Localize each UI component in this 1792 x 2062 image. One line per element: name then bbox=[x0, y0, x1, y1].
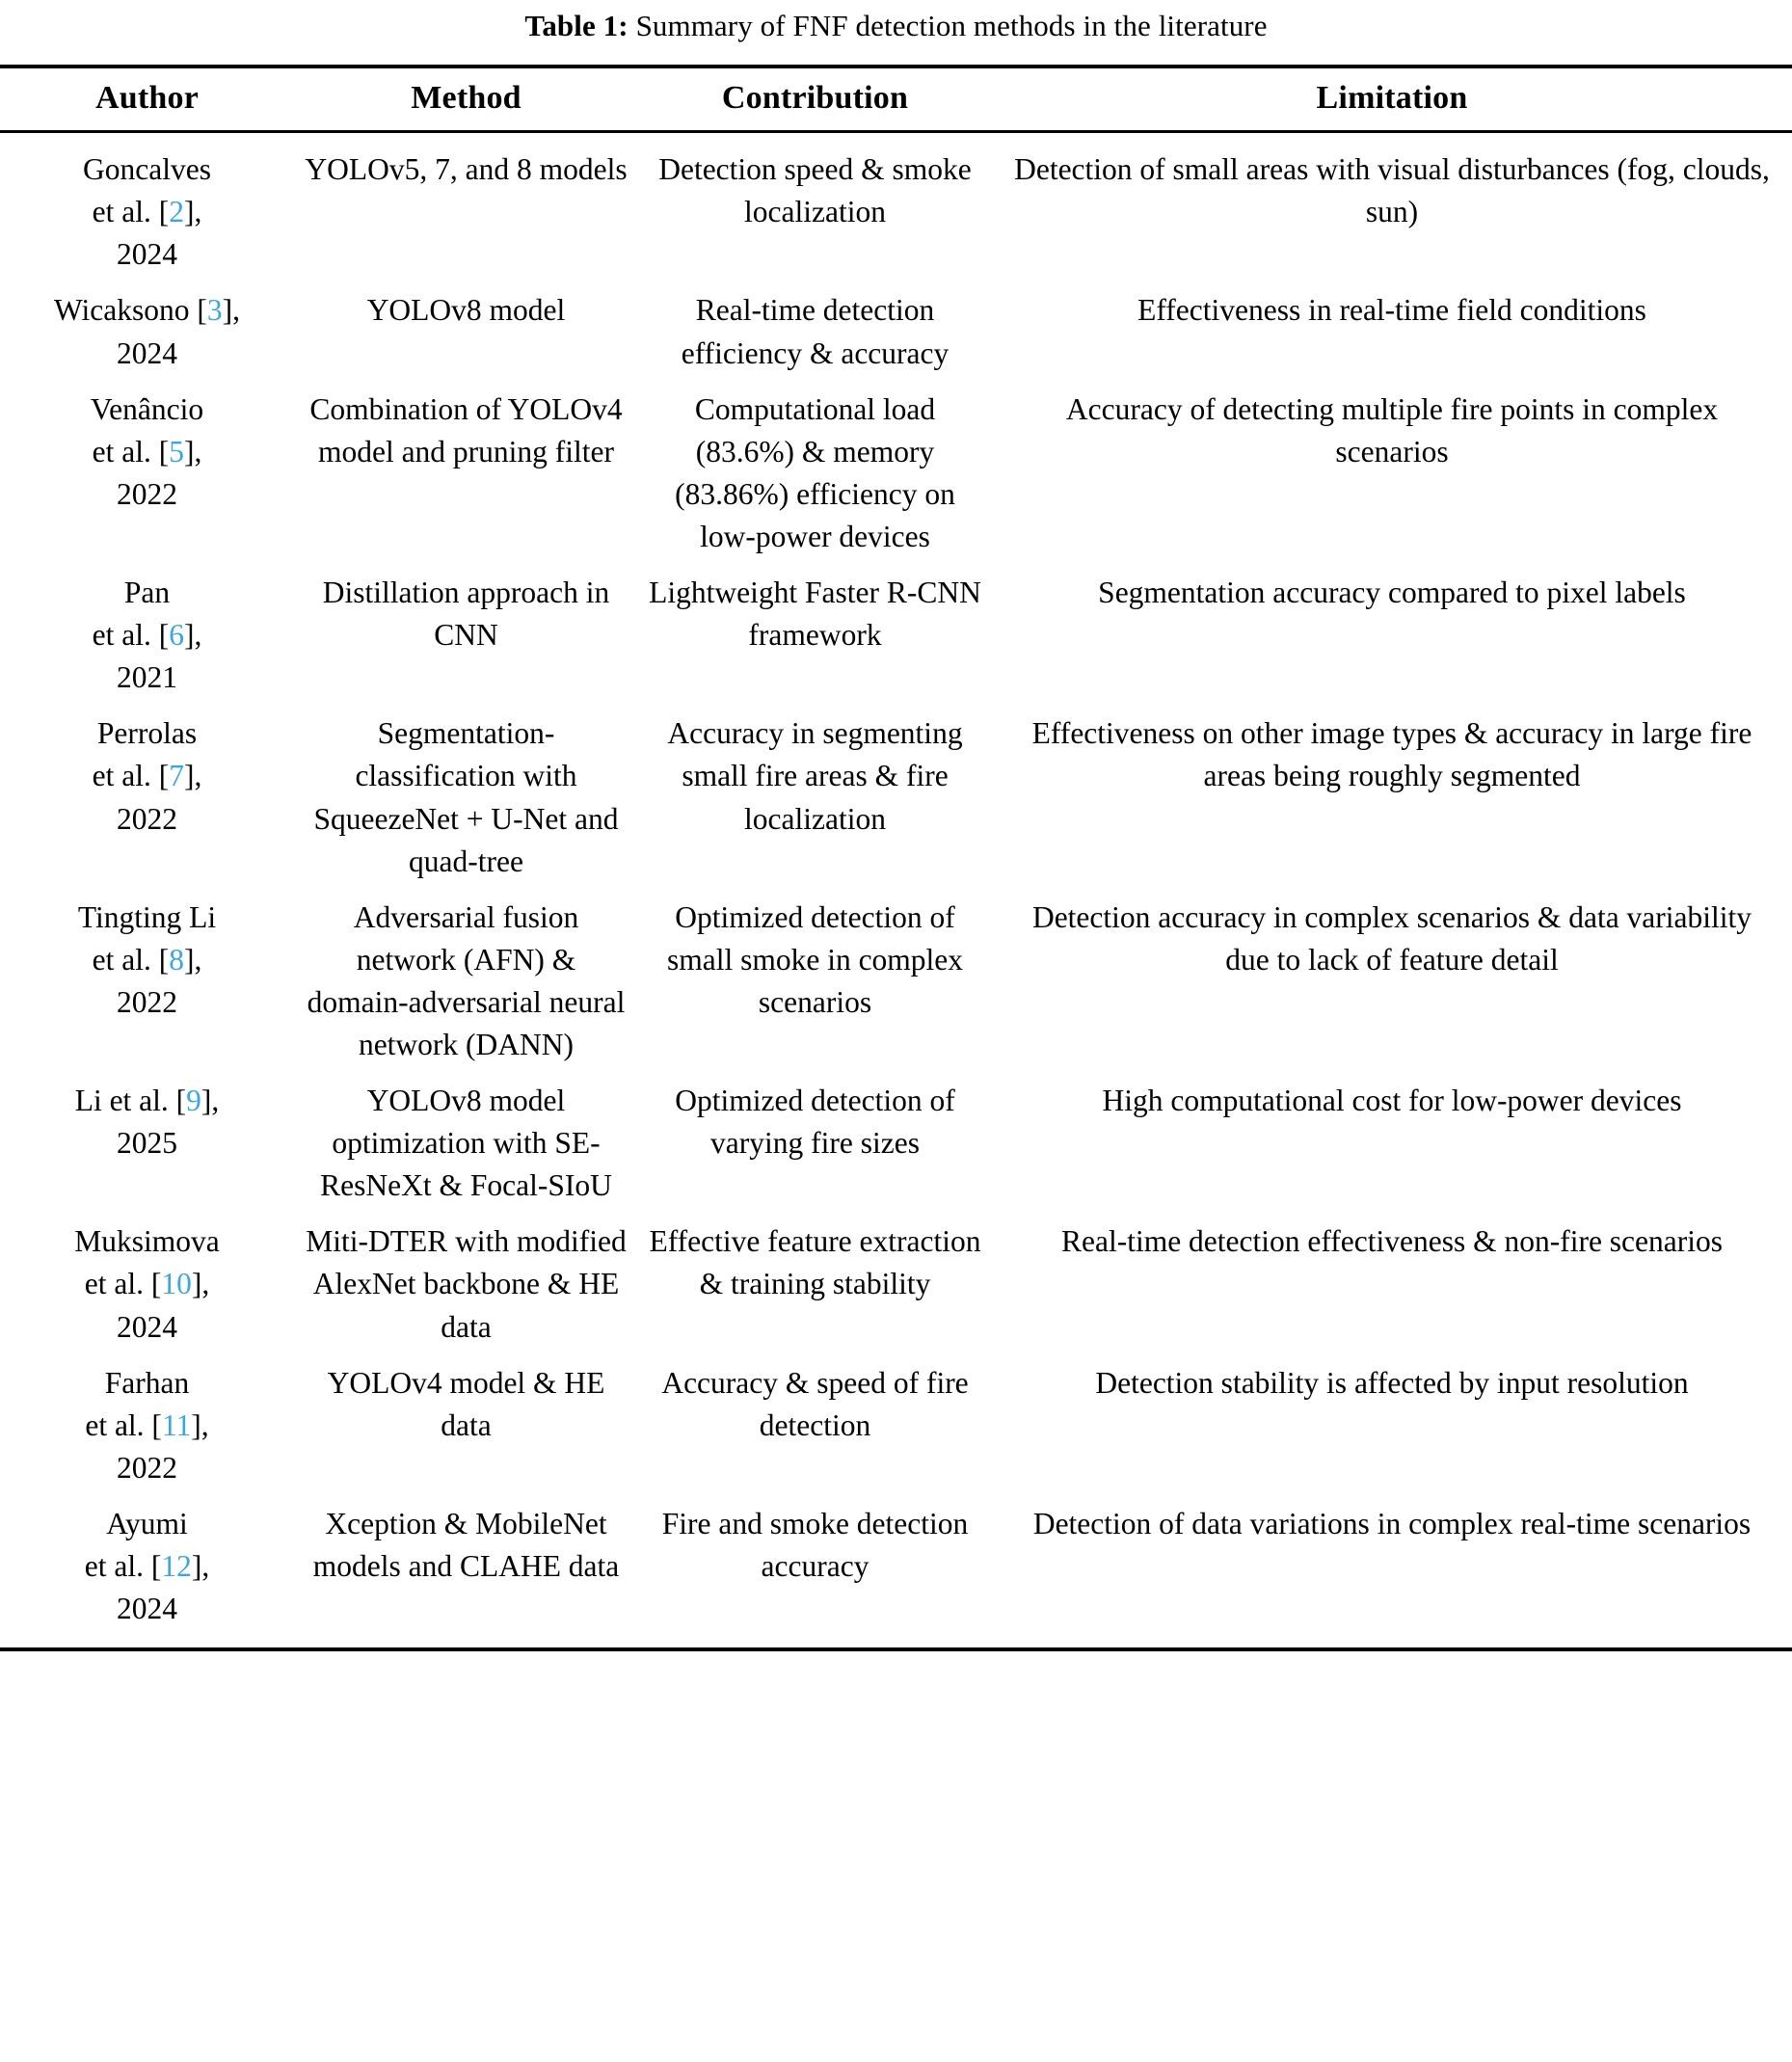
author-citation: et al. [7], bbox=[92, 759, 202, 793]
citation-number[interactable]: 9 bbox=[186, 1084, 201, 1118]
cell-method: YOLOv4 model & HE data bbox=[327, 1365, 605, 1442]
author-name: Venâncio bbox=[90, 391, 204, 426]
citation-number[interactable]: 3 bbox=[206, 293, 223, 328]
author-year: 2025 bbox=[117, 1126, 177, 1161]
citation-number[interactable]: 5 bbox=[169, 434, 184, 469]
cell-contribution: Optimized detection of small smoke in complex scenarios bbox=[666, 899, 964, 1019]
author-year: 2024 bbox=[117, 237, 177, 272]
author-name: Ayumi bbox=[106, 1506, 188, 1540]
table-caption-label: Table 1: bbox=[524, 9, 629, 42]
cell-author bbox=[0, 566, 294, 707]
cell-contribution: Lightweight Faster R-CNN framework bbox=[649, 576, 981, 653]
cell-method: YOLOv5, 7, and 8 models bbox=[305, 152, 628, 187]
cell-author bbox=[0, 891, 294, 1074]
citation-number[interactable]: 11 bbox=[161, 1407, 192, 1442]
table-row bbox=[0, 1215, 1792, 1355]
author-name: Perrolas bbox=[96, 716, 198, 751]
column-header-contribution: Contribution bbox=[638, 67, 992, 132]
table-row bbox=[0, 1497, 1792, 1649]
cell-contribution: Detection speed & smoke localization bbox=[658, 152, 972, 229]
cell-method: Combination of YOLOv4 model and pruning filter bbox=[309, 391, 623, 469]
cell-method: YOLOv8 model bbox=[366, 293, 566, 328]
cell-limitation: Accuracy of detecting multiple fire points in complex scenarios bbox=[1065, 391, 1719, 469]
author-year: 2024 bbox=[117, 1309, 177, 1344]
table-row bbox=[0, 132, 1792, 284]
cell-author bbox=[0, 1074, 294, 1215]
table-body bbox=[0, 132, 1792, 1650]
author-name: Tingting Li bbox=[77, 899, 217, 934]
cell-contribution: Computational load (83.6%) & memory (83.86%) efficiency on low-power devices bbox=[675, 391, 955, 553]
cell-author bbox=[0, 1356, 294, 1497]
table-row bbox=[0, 1356, 1792, 1497]
author-citation: et al. [8], bbox=[92, 942, 202, 977]
cell-author bbox=[0, 283, 294, 382]
author-year: 2024 bbox=[117, 1592, 177, 1626]
cell-limitation: Segmentation accuracy compared to pixel labels bbox=[1098, 576, 1686, 610]
author-citation: et al. [6], bbox=[92, 618, 202, 653]
cell-limitation: High computational cost for low-power devices bbox=[1102, 1084, 1682, 1118]
author-year: 2022 bbox=[117, 1450, 177, 1485]
cell-limitation: Effectiveness in real-time field conditions bbox=[1137, 293, 1646, 328]
cell-contribution: Real-time detection efficiency & accuracy bbox=[681, 293, 949, 370]
cell-author bbox=[0, 1497, 294, 1649]
author-year: 2022 bbox=[117, 801, 177, 836]
author-citation: et al. [2], bbox=[92, 195, 202, 229]
author-name: Goncalves bbox=[83, 152, 211, 187]
column-header-limitation: Limitation bbox=[992, 67, 1792, 132]
table-row bbox=[0, 707, 1792, 890]
table-row bbox=[0, 566, 1792, 707]
cell-method: Miti-DTER with modified AlexNet backbone & HE data bbox=[306, 1224, 627, 1344]
cell-method: Distillation approach in CNN bbox=[322, 576, 610, 653]
author-name: Li et al. [9], bbox=[74, 1084, 220, 1118]
author-citation: et al. [12], bbox=[84, 1549, 210, 1583]
author-name: Wicaksono [3], bbox=[54, 293, 240, 328]
cell-limitation: Detection of data variations in complex real-time scenarios bbox=[992, 1497, 1792, 1649]
cell-author bbox=[0, 132, 294, 284]
table-row bbox=[0, 283, 1792, 382]
author-name: Pan bbox=[123, 576, 171, 610]
table-row bbox=[0, 891, 1792, 1074]
author-year: 2024 bbox=[117, 335, 177, 370]
column-header-method: Method bbox=[294, 67, 638, 132]
cell-contribution: Optimized detection of varying fire sizes bbox=[675, 1084, 955, 1161]
author-year: 2022 bbox=[117, 476, 177, 511]
citation-number[interactable]: 8 bbox=[169, 942, 184, 977]
cell-method: Segmentation-classification with SqueezeNet + U-Net and quad-tree bbox=[313, 716, 619, 878]
author-citation: et al. [5], bbox=[92, 434, 202, 469]
cell-author bbox=[0, 383, 294, 566]
table-caption bbox=[0, 0, 1792, 65]
cell-method: Xception & MobileNet models and CLAHE data bbox=[294, 1497, 638, 1649]
summary-table bbox=[0, 65, 1792, 1651]
column-header-author: Author bbox=[0, 67, 294, 132]
table-caption-text: Summary of FNF detection methods in the literature bbox=[628, 9, 1268, 42]
cell-limitation: Effectiveness on other image types & accuracy in large fire areas being roughly segmented bbox=[1031, 716, 1752, 793]
citation-number[interactable]: 10 bbox=[161, 1267, 192, 1301]
author-year: 2021 bbox=[117, 660, 177, 695]
citation-number[interactable]: 7 bbox=[169, 759, 184, 793]
author-citation: et al. [11], bbox=[85, 1407, 209, 1442]
cell-author bbox=[0, 707, 294, 890]
table-row bbox=[0, 1074, 1792, 1215]
cell-limitation: Detection accuracy in complex scenarios & data variability due to lack of feature detail bbox=[1031, 899, 1752, 977]
citation-number[interactable]: 2 bbox=[169, 195, 184, 229]
cell-contribution: Accuracy & speed of fire detection bbox=[661, 1365, 969, 1442]
author-name: Farhan bbox=[104, 1365, 190, 1400]
cell-method: Adversarial fusion network (AFN) & domain-adversarial neural network (DANN) bbox=[307, 899, 626, 1061]
table-header bbox=[0, 67, 1792, 132]
author-year: 2022 bbox=[117, 984, 177, 1019]
cell-contribution: Fire and smoke detection accuracy bbox=[638, 1497, 992, 1649]
author-name: Muksimova bbox=[74, 1224, 220, 1259]
cell-limitation: Real-time detection effectiveness & non-fire scenarios bbox=[1060, 1224, 1724, 1259]
cell-contribution: Accuracy in segmenting small fire areas & fire localization bbox=[667, 716, 963, 836]
cell-limitation: Detection of small areas with visual disturbances (fog, clouds, sun) bbox=[1014, 152, 1770, 229]
citation-number[interactable]: 12 bbox=[161, 1549, 192, 1583]
cell-method: YOLOv8 model optimization with SE-ResNeXt & Focal-SIoU bbox=[320, 1084, 612, 1203]
cell-limitation: Detection stability is affected by input resolution bbox=[1095, 1365, 1689, 1400]
cell-contribution: Effective feature extraction & training stability bbox=[649, 1224, 981, 1301]
cell-author bbox=[0, 1215, 294, 1355]
table-row bbox=[0, 383, 1792, 566]
author-citation: et al. [10], bbox=[84, 1267, 210, 1301]
citation-number[interactable]: 6 bbox=[169, 618, 184, 653]
